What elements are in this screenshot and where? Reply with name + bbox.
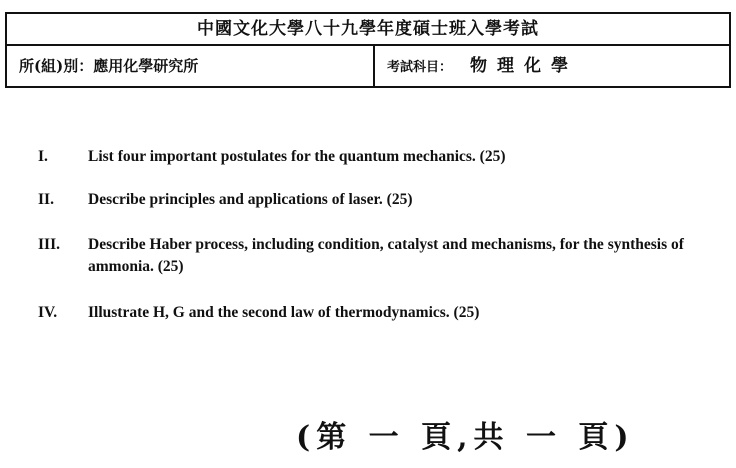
header-info-row bbox=[7, 46, 729, 86]
exam-title: 中國文化大學八十九學年度碩士班入學考試 bbox=[7, 14, 729, 46]
question-number: III. bbox=[38, 236, 60, 253]
department-value: 應用化學研究所 bbox=[93, 57, 199, 75]
subject-label: 考試科目： bbox=[387, 60, 453, 75]
question-text: Describe principles and applications of laser. (25) bbox=[88, 191, 413, 208]
question-text: Illustrate H, G and the second law of thermodynamics. (25) bbox=[88, 304, 480, 321]
page-number: (第 一 頁,共 一 頁) bbox=[296, 420, 635, 455]
question-text: Describe Haber process, including condition, catalyst and mechanisms, for the synthesis of ammonia. (25) bbox=[88, 236, 684, 275]
subject-cell bbox=[375, 46, 729, 86]
question-number: II. bbox=[38, 191, 54, 208]
subject-value: 物理化學 bbox=[470, 56, 579, 76]
exam-header bbox=[5, 12, 731, 88]
question-number: IV. bbox=[38, 304, 58, 321]
department-cell bbox=[7, 46, 375, 86]
question-number: I. bbox=[38, 148, 48, 165]
question-text: List four important postulates for the quantum mechanics. (25) bbox=[88, 148, 506, 165]
department-label: 所(組)別： bbox=[19, 57, 94, 75]
